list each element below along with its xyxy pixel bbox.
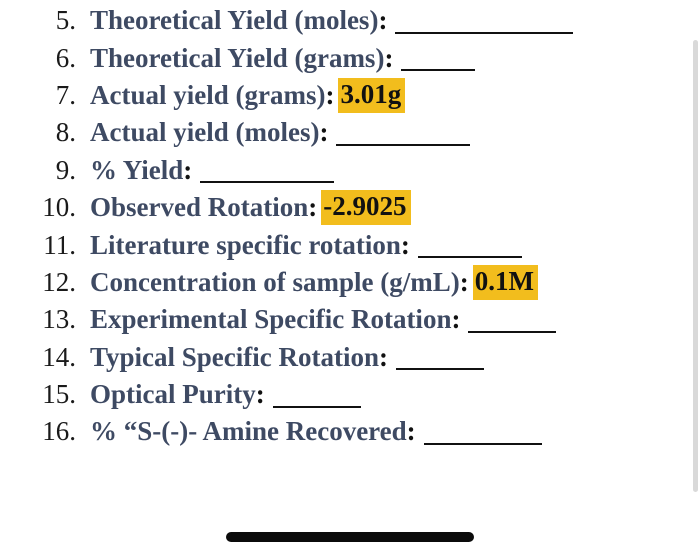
item-label: Concentration of sample (g/mL) <box>90 266 460 297</box>
scrollbar[interactable] <box>693 40 698 492</box>
item-label: Observed Rotation <box>90 192 309 223</box>
item-colon: : <box>325 79 335 110</box>
item-colon: : <box>378 341 388 372</box>
list-item <box>0 413 690 450</box>
answer-highlight: -2.9025 <box>321 190 410 225</box>
item-colon: : <box>451 304 461 335</box>
item-number: 5. <box>55 5 76 36</box>
item-label: Actual yield (grams) <box>90 79 326 110</box>
list-item <box>0 152 690 189</box>
answer-highlight: 3.01g <box>338 78 405 113</box>
item-label: % Yield <box>90 154 184 185</box>
item-number: 16. <box>42 416 76 447</box>
list-item <box>0 301 690 338</box>
item-label: % “S-(-)- Amine Recovered <box>90 416 407 447</box>
item-label: Optical Purity <box>90 379 256 410</box>
list-item <box>0 189 690 226</box>
item-colon: : <box>400 229 410 260</box>
list-item <box>0 114 690 151</box>
item-colon: : <box>308 192 318 223</box>
list-item <box>0 376 690 413</box>
item-number: 9. <box>55 154 76 185</box>
item-number: 11. <box>43 229 76 260</box>
item-label: Typical Specific Rotation <box>90 341 379 372</box>
list-item <box>0 264 690 301</box>
item-number: 15. <box>42 379 76 410</box>
item-colon: : <box>183 154 193 185</box>
item-number: 10. <box>42 192 76 223</box>
list-item <box>0 226 690 263</box>
item-colon: : <box>319 117 329 148</box>
item-label: Actual yield (moles) <box>90 117 320 148</box>
item-label: Literature specific rotation <box>90 229 401 260</box>
item-number: 7. <box>55 79 76 110</box>
item-number: 13. <box>42 304 76 335</box>
answer-blank <box>424 423 542 445</box>
answer-blank <box>200 161 334 183</box>
question-list <box>0 2 690 451</box>
list-item <box>0 2 690 39</box>
item-label: Experimental Specific Rotation <box>90 304 452 335</box>
item-number: 6. <box>55 42 76 73</box>
item-colon: : <box>406 416 416 447</box>
answer-blank <box>468 311 556 333</box>
answer-blank <box>273 386 361 408</box>
list-item <box>0 39 690 76</box>
item-number: 12. <box>42 266 76 297</box>
answer-blank <box>336 124 470 146</box>
item-colon: : <box>384 42 394 73</box>
item-colon: : <box>255 379 265 410</box>
list-item <box>0 339 690 376</box>
item-colon: : <box>459 266 469 297</box>
answer-blank <box>395 12 573 34</box>
answer-blank <box>418 236 522 258</box>
list-item <box>0 77 690 114</box>
home-indicator[interactable] <box>226 532 474 542</box>
item-number: 8. <box>55 117 76 148</box>
item-colon: : <box>378 5 388 36</box>
item-number: 14. <box>42 341 76 372</box>
answer-blank <box>401 49 475 71</box>
answer-blank <box>396 348 484 370</box>
item-label: Theoretical Yield (moles) <box>90 5 379 36</box>
item-label: Theoretical Yield (grams) <box>90 42 385 73</box>
answer-highlight: 0.1M <box>473 265 538 300</box>
